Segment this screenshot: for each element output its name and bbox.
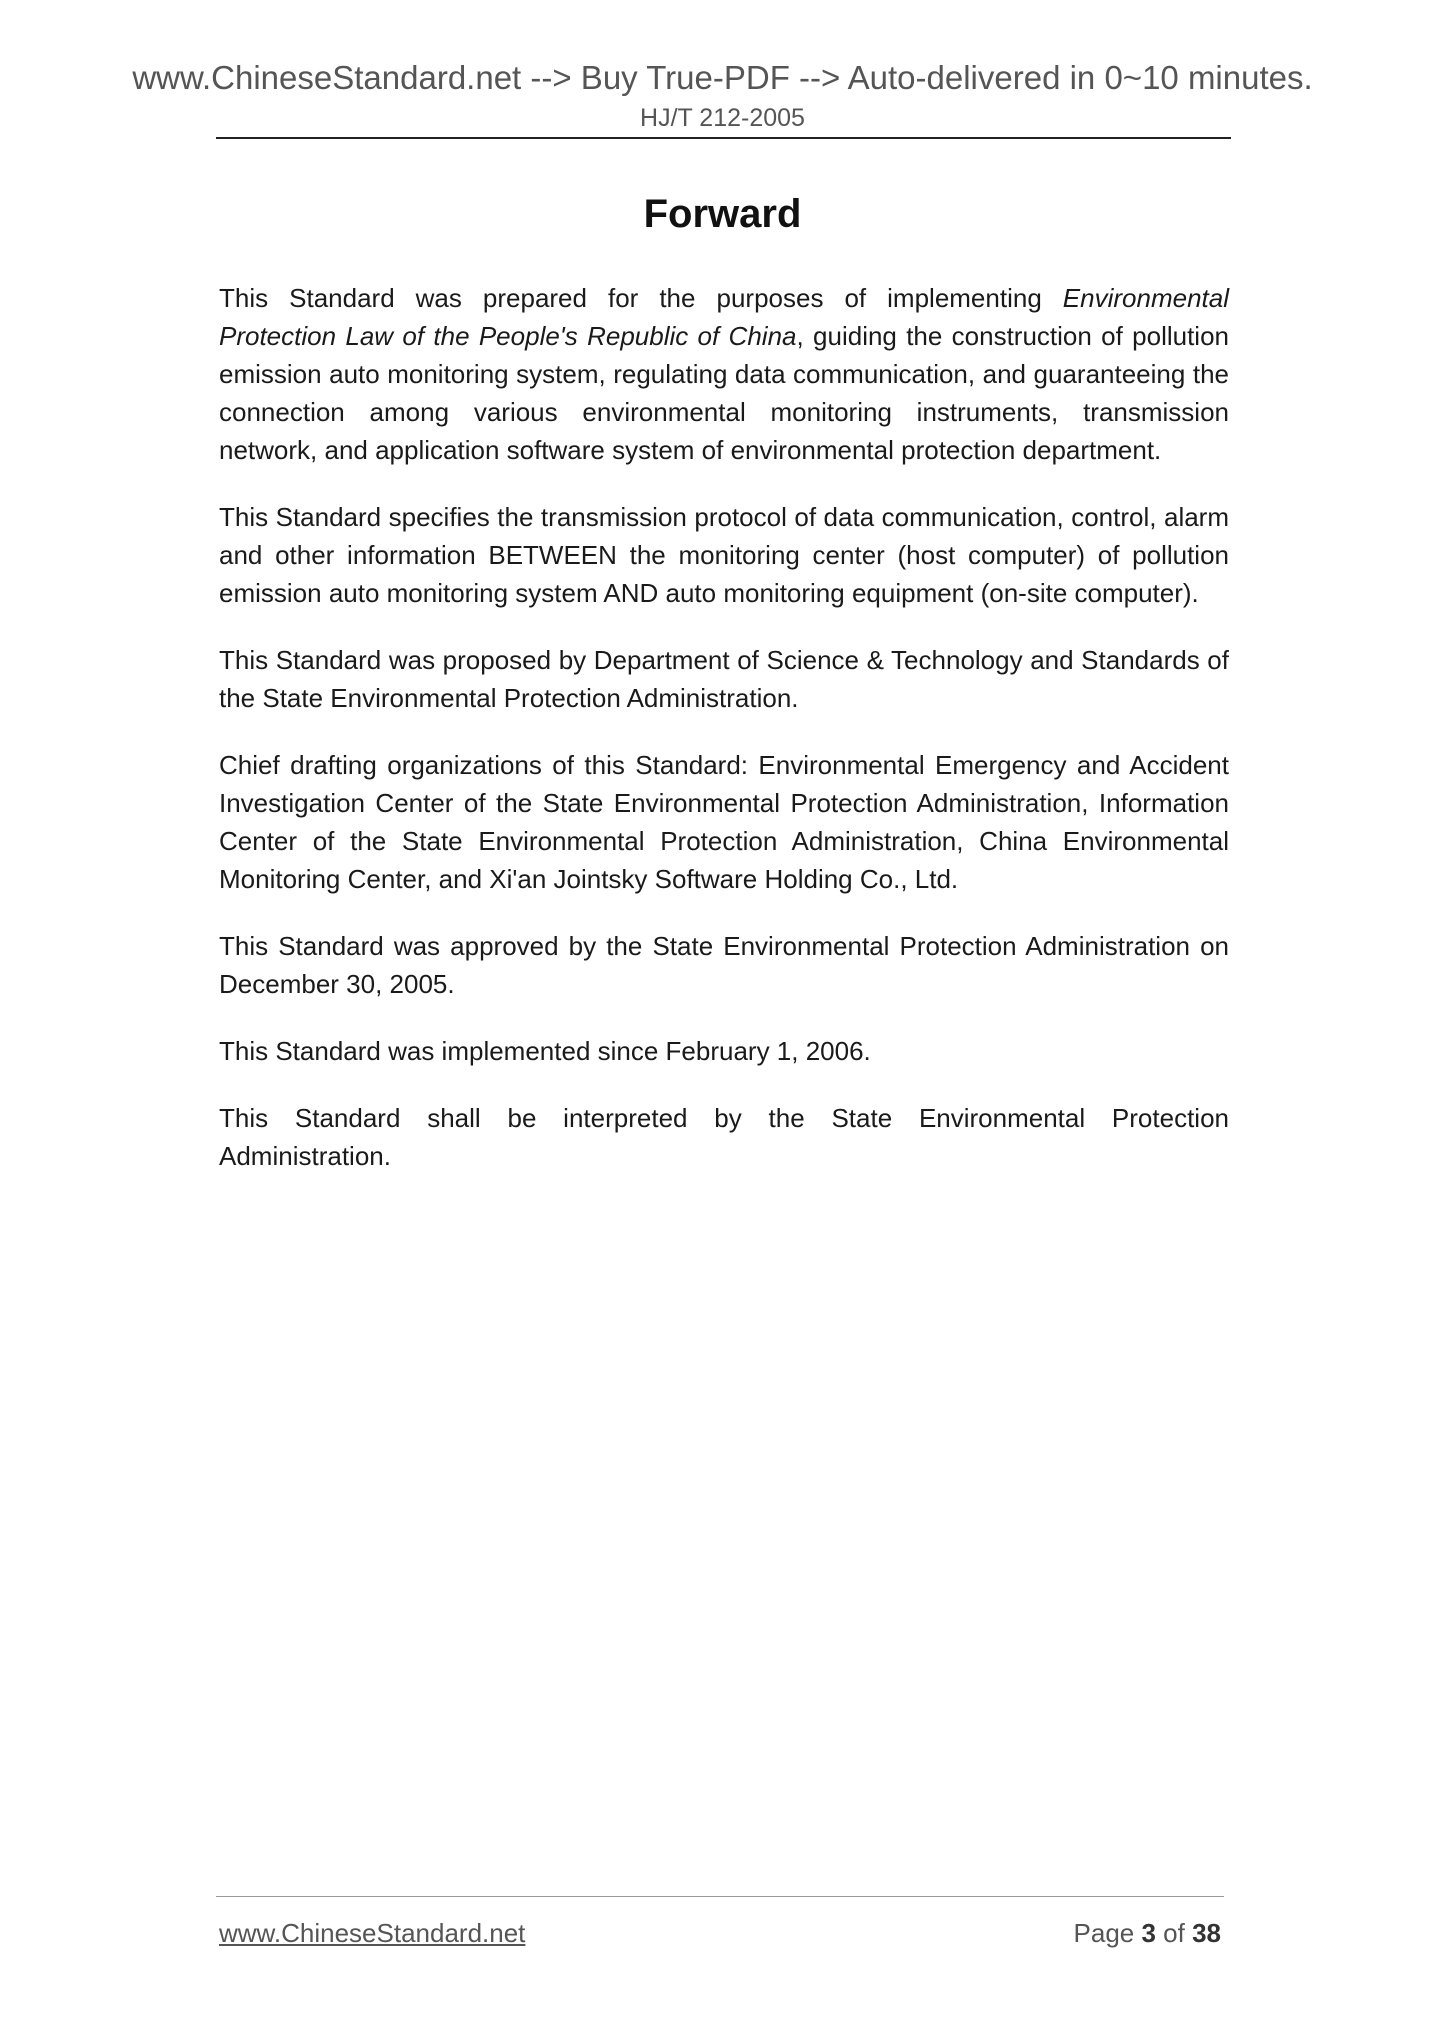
paragraph-interpretation: This Standard shall be interpreted by the State Environmental Protection Administration. xyxy=(219,1103,1229,1171)
paragraph-purpose-text-end: , guiding the construction of pollution emission auto monitoring system, regulating data communication, and guaranteeing the connection among various environmental monitoring instruments, transmission network, and application software system of environmental protection department. xyxy=(219,321,1230,465)
document-body xyxy=(219,279,1229,1204)
paragraph-drafters: Chief drafting organizations of this Standard: Environmental Emergency and Accident Investigation Center of the State Environmental Protection Administration, Information Center of the State Environmental Protection Administration, China Environmental Monitoring Center, and Xi'an Jointsky Software Holding Co., Ltd. xyxy=(219,750,1229,894)
paragraph-purpose-text-start: This Standard was prepared for the purposes of implementing xyxy=(219,283,1063,313)
paragraph-scope: This Standard specifies the transmission protocol of data communication, control, alarm and other information BETWEEN the monitoring center (host computer) of pollution emission auto monitoring system AND auto monitoring equipment (on-site computer). xyxy=(219,502,1229,608)
page-number-current: 3 xyxy=(1141,1918,1156,1948)
footer-site-link[interactable]: www.ChineseStandard.net xyxy=(219,1918,526,1948)
paragraph-purpose xyxy=(219,279,1229,469)
page-number-separator: of xyxy=(1155,1918,1193,1948)
law-title: Environmental Protection Law of the People's Republic of China xyxy=(219,283,1229,351)
footer-divider xyxy=(216,1896,1224,1897)
paragraph-approval: This Standard was approved by the State Environmental Protection Administration on December 30, 2005. xyxy=(219,931,1229,999)
page-title: Forward xyxy=(643,192,802,236)
page-number xyxy=(1074,1917,1221,1949)
page-number-prefix: Page xyxy=(1073,1918,1142,1948)
paragraph-implementation: This Standard was implemented since February 1, 2006. xyxy=(219,1036,871,1066)
site-banner: www.ChineseStandard.net --> Buy True-PDF --> Auto-delivered in 0~10 minutes. xyxy=(132,59,1313,96)
page-number-total: 38 xyxy=(1192,1918,1221,1948)
paragraph-proposer: This Standard was proposed by Department of Science & Technology and Standards of the State Environmental Protection Administration. xyxy=(219,645,1229,713)
header-divider xyxy=(216,137,1231,139)
document-code: HJ/T 212-2005 xyxy=(640,104,805,132)
